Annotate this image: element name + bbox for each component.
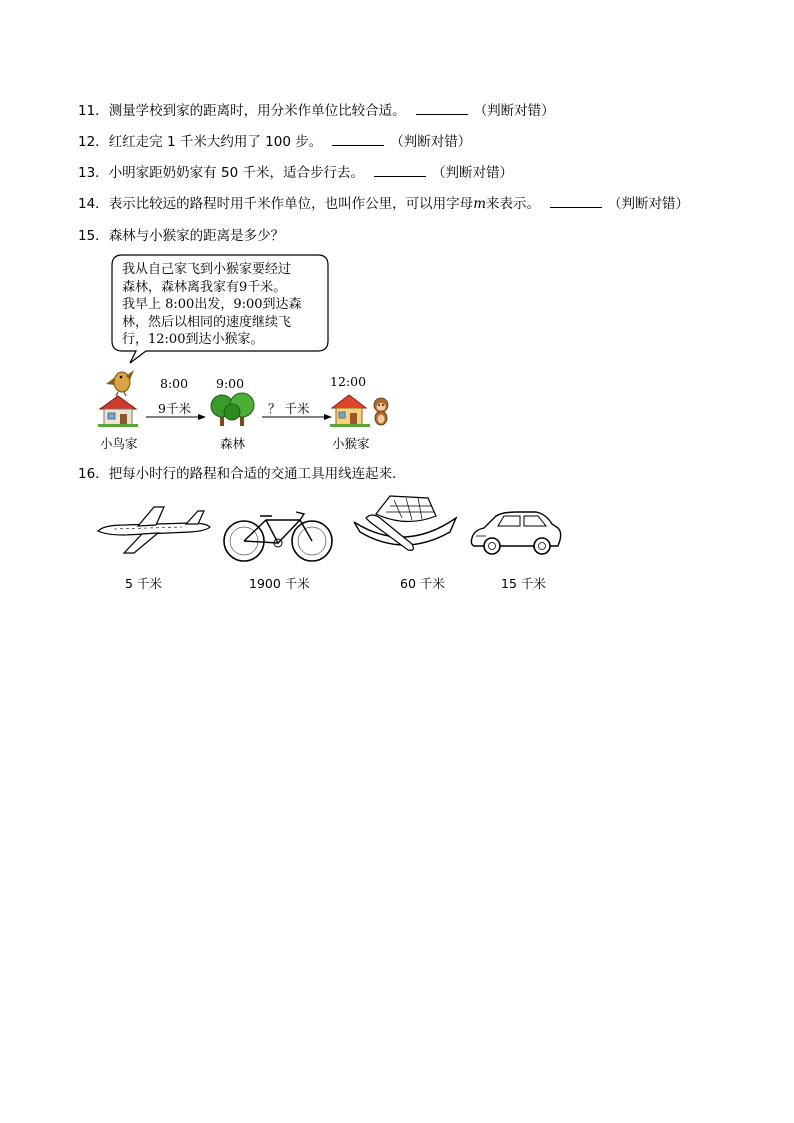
monkey-icon <box>370 397 392 427</box>
distance-1: 9千米 <box>158 401 191 416</box>
question-number: 15． <box>78 228 109 244</box>
car-icon[interactable] <box>468 508 564 558</box>
bird-icon <box>104 368 138 396</box>
bicycle-icon[interactable] <box>222 510 336 564</box>
time-forest: 9:00 <box>216 376 245 391</box>
speech-bubble <box>110 255 330 355</box>
question-number: 14． <box>78 196 109 212</box>
arrow-right-icon <box>262 413 332 421</box>
speed-label[interactable]: 60 千米 <box>400 576 445 591</box>
question-text: 表示比较远的路程时用千米作单位，也叫作公里，可以用字母 <box>108 196 474 212</box>
speed-label[interactable]: 5 千米 <box>125 576 162 591</box>
answer-blank[interactable] <box>416 102 468 115</box>
question-text: 把每小时行的路程和合适的交通工具用线连起来． <box>108 466 406 482</box>
bubble-line: 林，然后以相同的速度继续飞 <box>122 314 292 330</box>
time-arrive: 12:00 <box>330 374 367 389</box>
question-text: 红红走完 1 千米大约用了 100 步。 <box>108 134 323 150</box>
question-13 <box>78 164 513 182</box>
forest-icon <box>210 392 256 428</box>
speed-label[interactable]: 1900 千米 <box>249 576 310 591</box>
place-bird-home: 小鸟家 <box>100 436 138 451</box>
question-number: 12． <box>78 134 109 150</box>
answer-blank[interactable] <box>332 133 384 146</box>
house-icon <box>330 393 370 427</box>
boat-icon[interactable] <box>350 492 460 558</box>
airplane-icon[interactable] <box>94 505 212 555</box>
question-number: 11． <box>78 103 109 119</box>
question-suffix: （判断对错） <box>390 134 472 150</box>
bubble-line: 我从自己家飞到小猴家要经过 <box>122 262 292 277</box>
question-15 <box>78 227 284 245</box>
question-11 <box>78 102 555 120</box>
question-14 <box>78 195 689 213</box>
time-start: 8:00 <box>160 376 189 391</box>
question-suffix: （判断对错） <box>608 196 689 212</box>
bubble-line: 我早上 8:00出发，9:00到达森 <box>122 297 302 312</box>
place-forest: 森林 <box>220 436 246 451</box>
speed-label[interactable]: 15 千米 <box>501 576 546 591</box>
question-number: 13． <box>78 165 109 181</box>
house-icon <box>98 395 138 427</box>
question-suffix: （判断对错） <box>473 103 555 119</box>
distance-2: ？ 千米 <box>268 401 310 416</box>
bubble-line: 森林，森林离我家有9千米。 <box>122 279 287 295</box>
question-number: 16． <box>78 466 109 482</box>
question-text-after: 来表示。 <box>486 196 540 212</box>
place-monkey-home: 小猴家 <box>332 436 370 451</box>
question-text: 森林与小猴家的距离是多少？ <box>108 228 285 244</box>
question-text: 测量学校到家的距离时，用分米作单位比较合适。 <box>108 103 406 119</box>
question-suffix: （判断对错） <box>431 165 513 181</box>
letter-m: m <box>473 196 486 212</box>
arrow-right-icon <box>146 413 206 421</box>
answer-blank[interactable] <box>374 164 426 177</box>
question-text: 小明家距奶奶家有 50 千米，适合步行去。 <box>108 165 364 181</box>
answer-blank[interactable] <box>550 195 602 208</box>
bubble-line: 行，12:00到达小猴家。 <box>122 332 264 347</box>
bubble-text <box>122 261 327 349</box>
question-16 <box>78 465 406 483</box>
question-12 <box>78 133 471 151</box>
